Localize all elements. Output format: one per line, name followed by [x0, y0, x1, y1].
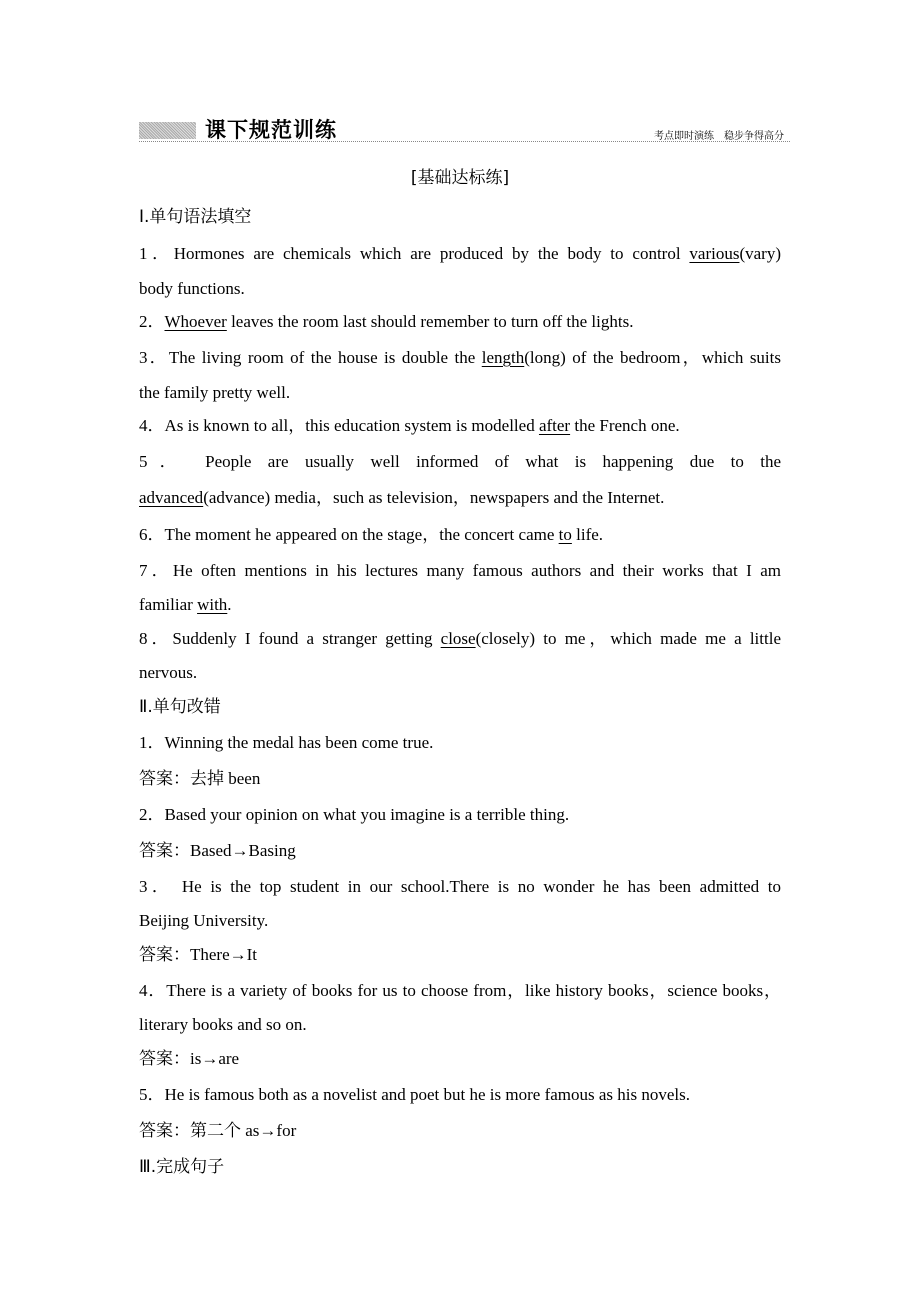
text-line	[139, 1048, 781, 1070]
text-segment: 8．Suddenly I found a stranger getting	[139, 629, 441, 648]
text-segment: (long) of the bedroom，which suits	[524, 348, 781, 367]
text-line	[139, 594, 781, 616]
text-line	[139, 487, 781, 509]
text-segment: Ⅲ.完成句子	[139, 1157, 225, 1177]
text-segment: the French one.	[570, 416, 680, 435]
answer-blank: Whoever	[164, 312, 227, 331]
text-line	[139, 451, 781, 473]
text-line	[139, 662, 781, 684]
text-line	[139, 382, 781, 404]
text-segment: body functions.	[139, 279, 245, 298]
text-segment: familiar	[139, 595, 198, 614]
text-line	[139, 944, 781, 966]
text-segment: 3． He is the top student in our school.There is no wonder he has been admitted to	[139, 877, 781, 896]
text-segment: 7．He often mentions in his lectures many famous authors and their works that I am	[139, 561, 781, 580]
text-segment: 答案：There→It	[139, 945, 258, 964]
text-segment: 答案：is→are	[139, 1049, 240, 1068]
text-segment: 2．Based your opinion on what you imagine is a terrible thing.	[139, 805, 570, 824]
text-line	[139, 732, 781, 754]
text-segment: 答案：Based→Basing	[139, 841, 296, 860]
text-line	[139, 1120, 781, 1142]
answer-blank: after	[538, 416, 571, 435]
text-line	[139, 347, 781, 369]
text-segment: 5． People are usually well informed of what is happening due to the	[139, 452, 781, 471]
header-divider	[139, 141, 790, 142]
text-segment: 答案：去掉 been	[139, 769, 261, 788]
text-segment: .	[227, 595, 232, 614]
text-segment: 5．He is famous both as a novelist and poet but he is more famous as his novels.	[139, 1085, 690, 1104]
section-heading	[139, 206, 781, 228]
text-line	[139, 910, 781, 932]
answer-blank: length	[481, 348, 525, 367]
text-line	[139, 524, 781, 546]
text-segment: Ⅱ.单句改错	[139, 697, 221, 717]
text-segment: (closely) to me，which made me a little	[475, 629, 781, 648]
text-segment: 1．Winning the medal has been come true.	[139, 733, 434, 752]
header-tagline: 考点即时演练 稳步争得高分	[654, 131, 784, 142]
text-segment: (vary)	[739, 244, 781, 263]
text-line	[139, 840, 781, 862]
text-line	[139, 278, 781, 300]
answer-blank: various	[689, 244, 740, 263]
text-segment: 4．There is a variety of books for us to choose from，like history books，science books，	[139, 981, 781, 1000]
text-line	[139, 1084, 781, 1106]
text-segment: literary books and so on.	[139, 1015, 307, 1034]
text-line	[139, 804, 781, 826]
text-segment: 4．As is known to all，this education system is modelled	[139, 416, 539, 435]
answer-blank: with	[197, 595, 228, 614]
text-segment: nervous.	[139, 663, 198, 682]
text-line	[139, 628, 781, 650]
section-heading	[139, 1156, 781, 1178]
answer-blank: advanced	[139, 488, 204, 507]
text-segment: 3．The living room of the house is double the	[139, 348, 482, 367]
header-title: 课下规范训练	[205, 118, 337, 142]
text-segment: (advance) media，such as television，newspapers and the Internet.	[203, 488, 665, 507]
text-segment: leaves the room last should remember to turn off the lights.	[226, 312, 634, 331]
section-subtitle: [基础达标练]	[410, 168, 510, 188]
section-heading	[139, 696, 781, 718]
header-decoration	[139, 122, 196, 139]
text-segment: Beijing University.	[139, 911, 269, 930]
text-segment: 答案：第二个 as→for	[139, 1121, 297, 1140]
answer-blank: to	[558, 525, 572, 544]
text-line	[139, 415, 781, 437]
answer-blank: close	[440, 629, 476, 648]
text-segment: life.	[571, 525, 604, 544]
text-segment: 2．	[139, 312, 165, 331]
text-segment: 6．The moment he appeared on the stage，the concert came	[139, 525, 559, 544]
text-segment: the family pretty well.	[139, 383, 291, 402]
text-segment: Ⅰ.单句语法填空	[139, 207, 252, 227]
text-line	[139, 1014, 781, 1036]
text-line	[139, 768, 781, 790]
text-line	[139, 311, 781, 333]
text-line	[139, 243, 781, 265]
text-line	[139, 980, 781, 1002]
text-line	[139, 560, 781, 582]
text-segment: 1．Hormones are chemicals which are produced by the body to control	[139, 244, 690, 263]
text-line	[139, 876, 781, 898]
